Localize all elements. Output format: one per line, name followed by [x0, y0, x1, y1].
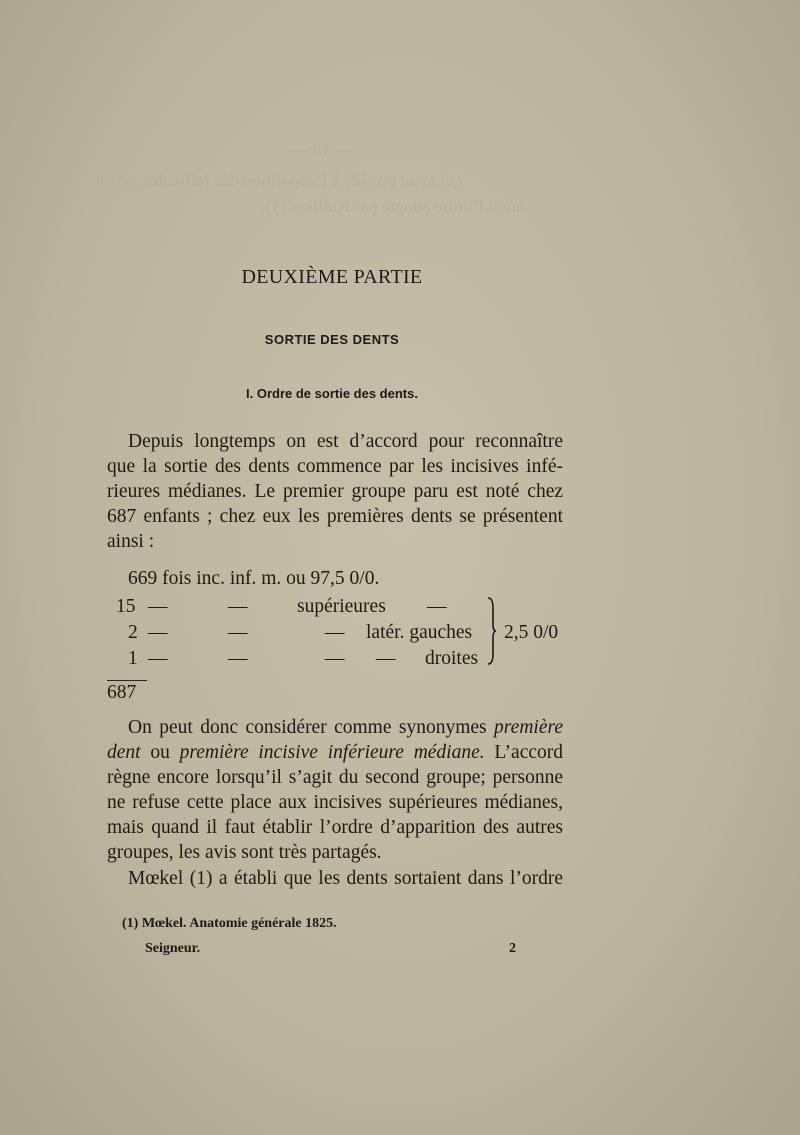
bleed-through-line: qui avait présidé à l’apparition des follicules ; c’est	[95, 170, 463, 190]
italic-term: première	[494, 717, 563, 738]
text-line: que la sortie des dents commence par les incisives infé-	[107, 456, 563, 477]
ditto-mark: —	[376, 648, 396, 669]
ditto-mark: —	[148, 596, 168, 617]
table-row: 669 fois inc. inf. m. ou 97,5 0/0.	[128, 568, 380, 589]
ditto-mark: —	[228, 622, 248, 643]
ditto-mark: —	[325, 648, 345, 669]
sum-rule	[107, 680, 147, 681]
text-line: 687 enfants ; chez eux les premières dents se présentent	[107, 506, 563, 527]
footer-signature: Seigneur.	[145, 941, 201, 956]
text-line: Depuis longtemps on est d’accord pour reconnaître	[128, 431, 563, 452]
table-total: 687	[107, 682, 137, 703]
text-line: ainsi :	[107, 531, 155, 552]
chapter-subtitle: SORTIE DES DENTS	[264, 332, 400, 347]
text-line: règne encore lorsqu’il s’agit du second groupe; personne	[107, 767, 563, 788]
section-heading: I. Ordre de sortie des dents.	[246, 386, 418, 401]
brace-icon	[486, 596, 496, 666]
text-line: Mœkel (1) a établi que les dents sortaient dans l’ordre	[128, 868, 563, 889]
signature-mark: 2	[509, 941, 516, 956]
italic-term: première incisive inférieure médiane.	[179, 742, 485, 763]
row-count: 1	[128, 648, 138, 669]
text-line: ne refuse cette place aux incisives supérieures médianes,	[107, 792, 563, 813]
text-line: groupes, les avis sont très partagés.	[107, 842, 382, 863]
text-line: mais quand il faut établir l’ordre d’apparition des autres	[107, 817, 563, 838]
bleed-through-line: aussi l’ordre adopté par Kolliker (1).	[260, 196, 524, 216]
ditto-mark: —	[427, 596, 447, 617]
ditto-mark: —	[148, 622, 168, 643]
bracket-percentage: 2,5 0/0	[504, 622, 559, 643]
ditto-mark: —	[148, 648, 168, 669]
text-line	[107, 741, 563, 766]
part-title: DEUXIÈME PARTIE	[241, 266, 423, 288]
ditto-mark: —	[325, 622, 345, 643]
text-span: ou	[140, 742, 180, 763]
ditto-mark: —	[228, 648, 248, 669]
ditto-mark: —	[228, 596, 248, 617]
row-label: droites	[425, 648, 479, 669]
italic-term: dent	[107, 742, 141, 763]
row-label: latér. gauches	[366, 622, 473, 643]
row-count: 2	[128, 622, 138, 643]
text-span: L’accord	[484, 742, 564, 763]
footnote: (1) Mœkel. Anatomie générale 1825.	[122, 916, 337, 931]
row-count: 15	[116, 596, 136, 617]
row-label: supérieures	[297, 596, 386, 617]
bleed-through-page-number: — 18 —	[290, 140, 353, 160]
text-line	[128, 716, 563, 741]
text-line: rieures médianes. Le premier groupe paru est noté chez	[107, 481, 563, 502]
text-span: On peut donc considérer comme synonymes	[128, 717, 495, 738]
